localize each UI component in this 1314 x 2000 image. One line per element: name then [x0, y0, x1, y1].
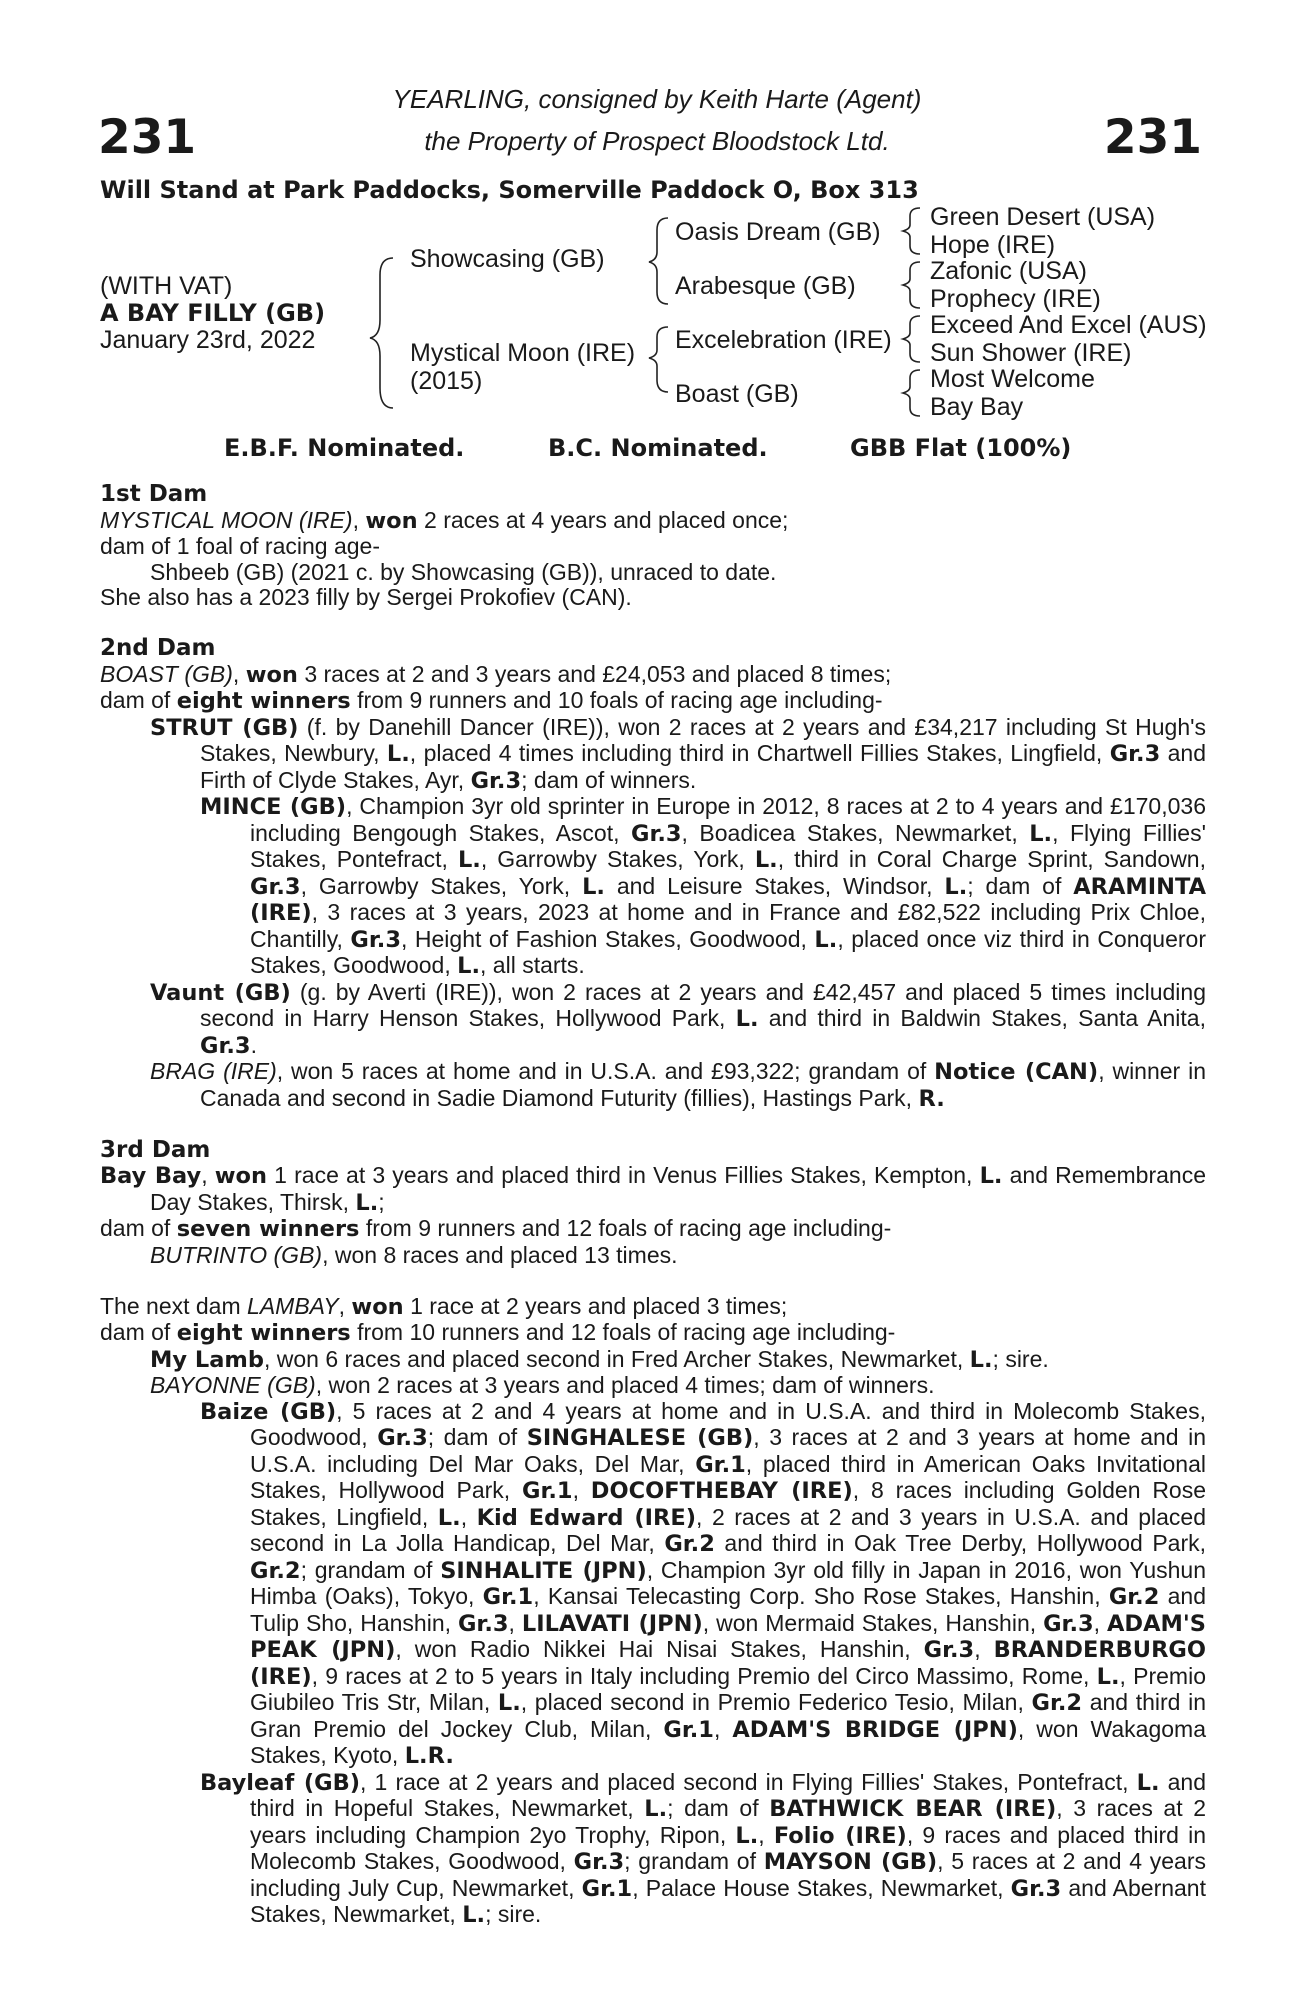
entry-butrinto: BUTRINTO (GB), won 8 races and placed 13 times. — [150, 1241, 678, 1268]
first-dam-section: 1st Dam MYSTICAL MOON (IRE), won 2 races at 4 years and placed once; dam of 1 foal of racing age- Shbeeb (GB) (2021 c. by Showcasing (GB)), unraced to date. She also has a 2023 filly by Sergei Prokofiev (CAN). — [100, 482, 1206, 611]
next-dam-section: The next dam LAMBAY, won 1 race at 2 years and placed 3 times; dam of eight winners from 10 runners and 12 foals of racing age including- My Lamb, won 6 races and placed second in Fred Archer Stakes, Newmarket, L.; sire. BAYONNE (GB), won 2 races at 3 years and placed 4 times; dam of winners. Baize (GB), 5 races at 2 and 4 years at home and in U.S.A. and third in Molecomb Stakes, Goodwood, Gr.3; dam of SINGHALESE (GB), 3 races at 2 and 3 years at home and in U.S.A. including Del Mar Oaks, Del Mar, Gr.1, placed third in American Oaks Invitational Stakes, Hollywood Park, Gr.1, DOCOFTHEBAY (IRE), 8 races including Golden Rose Stakes, Lingfield, L., Kid Edward (IRE), 2 races at 2 and 3 years in U.S.A. and placed second in La Jolla Handicap, Del Mar, Gr.2 and third in Oak Tree Derby, Hollywood Park, Gr.2; grandam of SINHALITE (JPN), Champion 3yr old filly in Japan in 2016, won Yushun Himba (Oaks), Tokyo, Gr.1, Kansai Telecasting Corp. Sho Rose Stakes, Hanshin, Gr.2 and Tulip Sho, Hanshin, Gr.3, LILAVATI (JPN), won Mermaid Stakes, Hanshin, Gr.3, ADAM'S PEAK (JPN), won Radio Nikkei Hai Nisai Stakes, Hanshin, Gr.3, BRANDERBURGO (IRE), 9 races at 2 to 5 years in Italy including Premio del Circo Massimo, Rome, L., Premio Giubileo Tris Str, Milan, L., placed second in Premio Federico Tesio, Milan, Gr.2 and third in Gran Premio del Jockey Club, Milan, Gr.1, ADAM'S BRIDGE (JPN), won Wakagoma Stakes, Kyoto, L.R. Bayleaf (GB), 1 race at 2 years and placed second in Flying Fillies' Stakes, Pontefract, L. and third in Hopeful Stakes, Newmarket, L.; dam of BATHWICK BEAR (IRE), 3 races at 2 years including Champion 2yo Trophy, Ripon, L., Folio (IRE), 9 races and placed third in Molecomb Stakes, Goodwood, Gr.3; grandam of MAYSON (GB), 5 races at 2 and 4 years including July Cup, Newmarket, Gr.1, Palace House Stakes, Newmarket, Gr.3 and Abernant Stakes, Newmarket, L.; sire. — [100, 1292, 1207, 1928]
sire-dam: Arabesque (GB) — [675, 272, 856, 300]
entry-my-lamb: My Lamb, won 6 races and placed second in Fred Archer Stakes, Newmarket, L.; sire. — [150, 1345, 1049, 1373]
bc-nomination: B.C. Nominated. — [548, 434, 768, 462]
entry-brag: BRAG (IRE), won 5 races at home and in U.S.A. and £93,322; grandam of Notice (CAN), winner in Canada and second in Sadie Diamond Futurity (fillies), Hastings Park, R. — [150, 1058, 1207, 1112]
brace-g-2 — [903, 262, 920, 308]
stand-location: Will Stand at Park Paddocks, Somerville Paddock O, Box 313 — [100, 176, 919, 204]
second-dam-section: 2nd Dam BOAST (GB), won 3 races at 2 and 3 years and £24,053 and placed 8 times; dam of eight winners from 9 runners and 10 foals of racing age including- STRUT (GB) (f. by Danehill Dancer (IRE)), won 2 races at 2 years and £34,217 including St Hugh's Stakes, Newbury, L., placed 4 times including third in Chartwell Fillies Stakes, Lingfield, Gr.3 and Firth of Clyde Stakes, Ayr, Gr.3; dam of winners. MINCE (GB), Champion 3yr old sprinter in Europe in 2012, 8 races at 2 to 4 years and £170,036 including Bengough Stakes, Ascot, Gr.3, Boadicea Stakes, Newmarket, L., Flying Fillies' Stakes, Pontefract, L., Garrowby Stakes, York, L., third in Coral Charge Sprint, Sandown, Gr.3, Garrowby Stakes, York, L. and Leisure Stakes, Windsor, L.; dam of ARAMINTA (IRE), 3 races at 3 years, 2023 at home and in France and £82,522 including Prix Chloe, Chantilly, Gr.3, Height of Fashion Stakes, Goodwood, L., placed once viz third in Conqueror Stakes, Goodwood, L., all starts. Vaunt (GB) (g. by Averti (IRE)), won 2 races at 2 years and £42,457 and placed 5 times including second in Harry Henson Stakes, Hollywood Park, L. and third in Baldwin Stakes, Santa Anita, Gr.3. BRAG (IRE), won 5 races at home and in U.S.A. and £93,322; grandam of Notice (CAN), winner in Canada and second in Sadie Diamond Futurity (fillies), Hastings Park, R. — [100, 635, 1207, 1112]
ancestor-4: Prophecy (IRE) — [930, 285, 1101, 313]
ancestor-3: Zafonic (USA) — [930, 257, 1087, 285]
brace-g-3 — [903, 316, 920, 362]
ancestor-1: Green Desert (USA) — [930, 203, 1156, 231]
ancestor-7: Most Welcome — [930, 365, 1095, 393]
brace-sire — [649, 218, 668, 304]
second-dam-heading: 2nd Dam — [100, 635, 216, 661]
dam-dam: Boast (GB) — [675, 380, 799, 408]
sire: Showcasing (GB) — [410, 245, 605, 273]
entry-mince: MINCE (GB), Champion 3yr old sprinter in Europe in 2012, 8 races at 2 to 4 years and £170,036 including Bengough Stakes, Ascot, Gr.3, Boadicea Stakes, Newmarket, L., Flying Fillies' Stakes, Pontefract, L., Garrowby Stakes, York, L., third in Coral Charge Sprint, Sandown, Gr.3, Garrowby Stakes, York, L. and Leisure Stakes, Windsor, L.; dam of ARAMINTA (IRE), 3 races at 3 years, 2023 at home and in France and £82,522 including Prix Chloe, Chantilly, Gr.3, Height of Fashion Stakes, Goodwood, L., placed once viz third in Conqueror Stakes, Goodwood, L., all starts. — [200, 793, 1207, 979]
ancestor-8: Bay Bay — [930, 393, 1024, 421]
foaling-date: January 23rd, 2022 — [100, 326, 316, 354]
entry-bayleaf: Bayleaf (GB), 1 race at 2 years and placed second in Flying Fillies' Stakes, Pontefract, L. and third in Hopeful Stakes, Newmarket, L.; dam of BATHWICK BEAR (IRE), 3 races at 2 years including Champion 2yo Trophy, Ripon, L., Folio (IRE), 9 races and placed third in Molecomb Stakes, Goodwood, Gr.3; grandam of MAYSON (GB), 5 races at 2 and 4 years including July Cup, Newmarket, Gr.1, Palace House Stakes, Newmarket, Gr.3 and Abernant Stakes, Newmarket, L.; sire. — [200, 1768, 1207, 1928]
entry-strut: STRUT (GB) (f. by Danehill Dancer (IRE)), won 2 races at 2 years and £34,217 including St Hugh's Stakes, Newbury, L., placed 4 times including third in Chartwell Fillies Stakes, Lingfield, Gr.3 and Firth of Clyde Stakes, Ayr, Gr.3; dam of winners. — [150, 713, 1207, 794]
entry-baize: Baize (GB), 5 races at 2 and 4 years at home and in U.S.A. and third in Molecomb Stakes, Goodwood, Gr.3; dam of SINGHALESE (GB), 3 races at 2 and 3 years at home and in U.S.A. including Del Mar Oaks, Del Mar, Gr.1, placed third in American Oaks Invitational Stakes, Hollywood Park, Gr.1, DOCOFTHEBAY (IRE), 8 races including Golden Rose Stakes, Lingfield, L., Kid Edward (IRE), 2 races at 2 and 3 years in U.S.A. and placed second in La Jolla Handicap, Del Mar, Gr.2 and third in Oak Tree Derby, Hollywood Park, Gr.2; grandam of SINHALITE (JPN), Champion 3yr old filly in Japan in 2016, won Yushun Himba (Oaks), Tokyo, Gr.1, Kansai Telecasting Corp. Sho Rose Stakes, Hanshin, Gr.2 and Tulip Sho, Hanshin, Gr.3, LILAVATI (JPN), won Mermaid Stakes, Hanshin, Gr.3, ADAM'S PEAK (JPN), won Radio Nikkei Hai Nisai Stakes, Hanshin, Gr.3, BRANDERBURGO (IRE), 9 races at 2 to 5 years in Italy including Premio del Circo Massimo, Rome, L., Premio Giubileo Tris Str, Milan, L., placed second in Premio Federico Tesio, Milan, Gr.2 and third in Gran Premio del Jockey Club, Milan, Gr.1, ADAM'S BRIDGE (JPN), won Wakagoma Stakes, Kyoto, L.R. — [200, 1397, 1207, 1769]
sire-sire: Oasis Dream (GB) — [675, 218, 881, 246]
lot-number-left: 231 — [98, 110, 197, 165]
consignment-line-2: the Property of Prospect Bloodstock Ltd. — [424, 126, 890, 156]
entry-bayonne: BAYONNE (GB), won 2 races at 3 years and placed 4 times; dam of winners. — [150, 1372, 935, 1398]
brace-g-4 — [903, 370, 920, 416]
ancestor-2: Hope (IRE) — [930, 231, 1056, 259]
brace-main — [370, 258, 393, 408]
brace-dam — [649, 327, 668, 392]
horse-name: A BAY FILLY (GB) — [100, 299, 326, 327]
brace-g-1 — [903, 208, 920, 254]
ancestor-6: Sun Shower (IRE) — [930, 339, 1132, 367]
ancestor-5: Exceed And Excel (AUS) — [930, 311, 1207, 339]
first-dam-heading: 1st Dam — [100, 481, 208, 507]
consignment-line-1: YEARLING, consigned by Keith Harte (Agent) — [392, 84, 922, 114]
dam-sire: Excelebration (IRE) — [675, 326, 892, 354]
lot-number-right: 231 — [1103, 110, 1202, 165]
catalogue-body — [100, 482, 1206, 1929]
third-dam-heading: 3rd Dam — [100, 1136, 211, 1163]
vat-note: (WITH VAT) — [100, 272, 233, 300]
dam-year: (2015) — [410, 367, 483, 395]
dam: Mystical Moon (IRE) — [410, 339, 636, 367]
ebf-nomination: E.B.F. Nominated. — [224, 434, 465, 462]
entry-vaunt: Vaunt (GB) (g. by Averti (IRE)), won 2 races at 2 years and £42,457 and placed 5 times including second in Harry Henson Stakes, Hollywood Park, L. and third in Baldwin Stakes, Santa Anita, Gr.3. — [150, 978, 1206, 1059]
gbb-flat: GBB Flat (100%) — [850, 434, 1072, 462]
third-dam-section: 3rd Dam Bay Bay, won 1 race at 3 years and placed third in Venus Fillies Stakes, Kempton, L. and Remembrance Day Stakes, Thirsk, L.; dam of seven winners from 9 runners and 12 foals of racing age including- BUTRINTO (GB), won 8 races and placed 13 times. — [100, 1136, 1206, 1268]
